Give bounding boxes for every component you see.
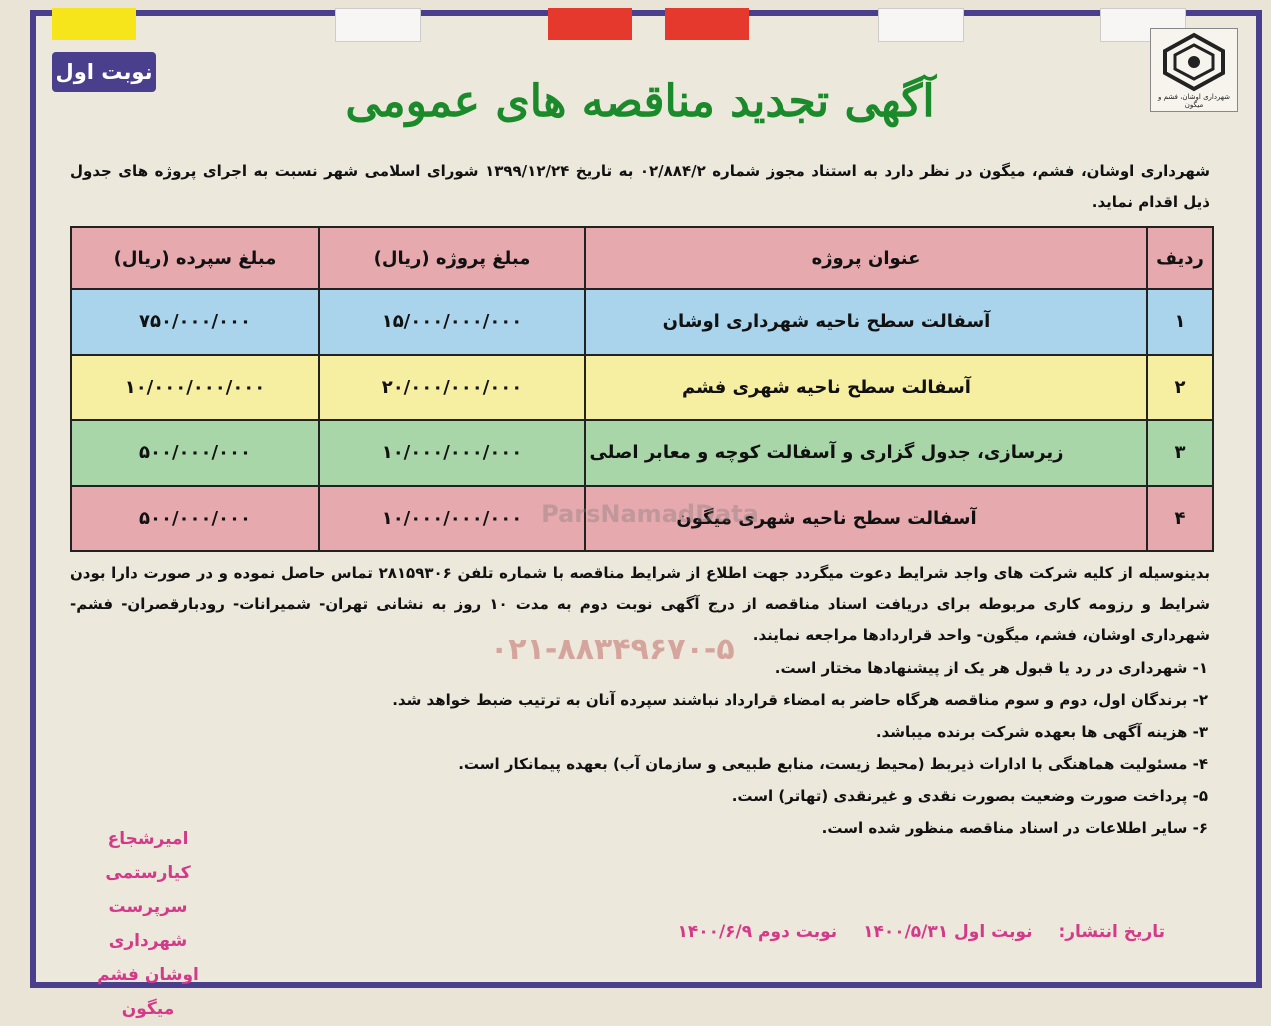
invitation-paragraph: بدینوسیله از کلیه شرکت های واجد شرایط دعوت میگردد جهت اطلاع از شرایط مناقصه با شماره تلفن ۲۸۱۵۹۳۰۶ تماس حاصل نموده و در صورت دارا بودن شرایط و رزومه کاری مربوطه برای دریافت اسناد مناقصه از درج آگهی نوبت دوم به مدت ۱۰ روز به نشانی تهران- شمیرانات- رودبارقصران- فشم- شهرداری اوشان، فشم، میگون- واحد قراردادها مراجعه نمایند. (70, 564, 1211, 644)
condition-item: ۶- سایر اطلاعات در اسناد مناقصه منظور شده است. (821, 819, 1208, 837)
column-header-project-title: عنوان پروژه (585, 227, 1147, 289)
condition-item: ۴- مسئولیت هماهنگی با ادارات ذیربط (محیط زیست، منابع طبیعی و سازمان آب) بعهده پیمانکار است. (458, 755, 1208, 773)
project-amount: ۱۵/۰۰۰/۰۰۰/۰۰۰ (319, 289, 585, 355)
publication-dates (655, 922, 1165, 942)
condition-item: ۵- پرداخت صورت وضعیت بصورت نقدی و غیرنقدی (تهاتر) است. (731, 787, 1208, 805)
color-swatch-red-2 (665, 8, 749, 40)
color-swatch-white (335, 8, 421, 42)
deposit-amount: ۱۰/۰۰۰/۰۰۰/۰۰۰ (71, 355, 319, 421)
signature-block (68, 822, 228, 1026)
row-number: ۴ (1147, 486, 1213, 552)
municipality-logo (1150, 28, 1238, 112)
deposit-amount: ۵۰۰/۰۰۰/۰۰۰ (71, 486, 319, 552)
page-title: آگهی تجدید مناقصه های عمومی (345, 76, 935, 127)
project-amount: ۱۰/۰۰۰/۰۰۰/۰۰۰ (319, 486, 585, 552)
color-swatch-red (548, 8, 632, 40)
color-swatch-yellow (52, 8, 136, 40)
intro-paragraph: شهرداری اوشان، فشم، میگون در نظر دارد به استناد مجوز شماره ۰۲/۸۸۴/۲ به تاریخ ۱۳۹۹/۱۲/۲۴ شورای اسلامی شهر نسبت به اجرای پروژه های جدول ذیل اقدام نماید. (70, 162, 1210, 211)
column-header-row-number: ردیف (1147, 227, 1213, 289)
table-header-row (71, 227, 1213, 289)
column-header-project-amount: مبلغ پروژه (ریال) (319, 227, 585, 289)
signer-position: سرپرست شهرداری (108, 897, 188, 951)
deposit-amount: ۵۰۰/۰۰۰/۰۰۰ (71, 420, 319, 486)
emblem-icon (1151, 29, 1237, 93)
condition-item: ۳- هزینه آگهی ها بعهده شرکت برنده میباشد. (875, 723, 1208, 741)
dates-label: تاریخ انتشار: (1058, 922, 1165, 942)
table-row (71, 420, 1213, 486)
row-number: ۱ (1147, 289, 1213, 355)
color-swatch-white-2 (878, 8, 964, 42)
row-number: ۳ (1147, 420, 1213, 486)
project-title: آسفالت سطح ناحیه شهری فشم (585, 355, 1147, 421)
watermark: ParsNamadData (541, 500, 759, 528)
column-header-deposit-amount: مبلغ سپرده (ریال) (71, 227, 319, 289)
project-title: زیرسازی، جدول گزاری و آسفالت کوچه و معابر اصلی (585, 420, 1147, 486)
row-number: ۲ (1147, 355, 1213, 421)
project-title: آسفالت سطح ناحیه شهری میگون (585, 486, 1147, 552)
project-amount: ۱۰/۰۰۰/۰۰۰/۰۰۰ (319, 420, 585, 486)
phone-watermark: ۰۲۱-۸۸۳۴۹۶۷۰-۵ (490, 632, 735, 667)
condition-item: ۲- برندگان اول، دوم و سوم مناقصه هرگاه حاضر به امضاء قرارداد نباشند سپرده آنان به ترتیب ضبط خواهد شد. (392, 691, 1208, 709)
table-row (71, 355, 1213, 421)
deposit-amount: ۷۵۰/۰۰۰/۰۰۰ (71, 289, 319, 355)
second-round-date: نوبت دوم ۱۴۰۰/۶/۹ (677, 922, 838, 942)
table-row (71, 289, 1213, 355)
logo-caption: شهرداری اوشان، فشم و میگون (1158, 93, 1230, 109)
signer-name: امیرشجاع کیارستمی (105, 829, 191, 883)
conditions-list (250, 652, 1208, 844)
first-round-date: نوبت اول ۱۴۰۰/۵/۳۱ (863, 922, 1033, 942)
project-amount: ۲۰/۰۰۰/۰۰۰/۰۰۰ (319, 355, 585, 421)
condition-item: ۱- شهرداری در رد یا قبول هر یک از پیشنهادها مختار است. (774, 659, 1208, 677)
round-badge: نوبت اول (52, 52, 156, 92)
project-title: آسفالت سطح ناحیه شهرداری اوشان (585, 289, 1147, 355)
signer-organization: اوشان فشم میگون (97, 965, 199, 1019)
